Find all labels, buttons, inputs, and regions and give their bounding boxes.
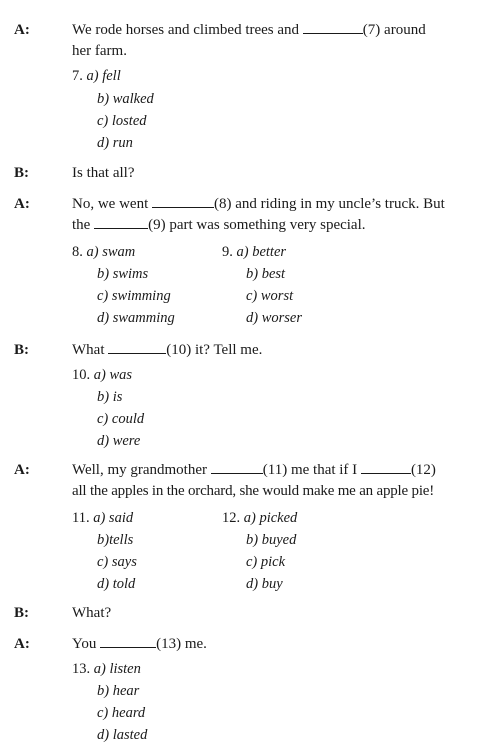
answer-blank [94,216,148,229]
speaker-label: B: [14,165,29,181]
dialogue-text: (12) [410,462,436,478]
dialogue-text: (11) me that if I [262,462,358,478]
question-number: 9. [222,244,233,260]
question-number: 11. [72,510,90,526]
question-7 [72,67,121,85]
option-a: a) said [93,510,134,526]
option-d: d) buy [246,576,283,592]
dialogue-line [72,341,262,359]
speaker-label: A: [14,636,30,652]
dialogue-text: (9) part was something very special. [148,217,366,233]
option-c: c) worst [246,288,294,304]
option-c: c) pick [246,554,286,570]
option-b: b) best [246,266,286,282]
option-c: c) says [97,554,137,570]
option-d: d) worser [246,310,302,326]
dialogue-text: (13) me. [156,636,207,652]
dialogue-text: (10) it? Tell me. [166,342,263,358]
answer-blank [100,635,156,648]
option-b: b)tells [97,532,134,548]
speaker-label: A: [14,462,30,478]
option-c: c) could [97,411,145,427]
speaker-label: A: [14,196,30,212]
dialogue-line: Is that all? [72,165,135,181]
question-8 [72,243,135,261]
option-b: b) walked [97,91,154,107]
answer-blank [303,21,363,34]
option-d: d) swamming [97,310,175,326]
dialogue-line-continued: all the apples in the orchard, she would make me an apple pie! [72,483,435,499]
option-d: d) were [97,433,141,449]
answer-blank [108,341,166,354]
dialogue-text: No, we went [72,196,149,212]
option-c: c) losted [97,113,147,129]
speaker-label: B: [14,605,29,621]
question-number: 13. [72,661,91,677]
question-number: 7. [72,68,83,84]
option-a: a) better [236,244,287,260]
question-12 [222,509,297,527]
dialogue-line [72,21,426,39]
option-d: d) told [97,576,136,592]
option-b: b) swims [97,266,149,282]
option-b: b) hear [97,683,140,699]
answer-blank [361,461,411,474]
dialogue-text: the [72,217,91,233]
option-a: a) listen [93,661,141,677]
question-13 [72,660,141,678]
option-c: c) swimming [97,288,171,304]
dialogue-text: (7) around [362,22,426,38]
answer-blank [152,195,214,208]
speaker-label: B: [14,342,29,358]
dialogue-text: (8) and riding in my uncle’s truck. But [213,196,445,212]
speaker-label: A: [14,22,30,38]
option-c: c) heard [97,705,146,721]
question-10 [72,366,132,384]
option-b: b) is [97,389,123,405]
dialogue-line-continued: her farm. [72,43,127,59]
dialogue-text: You [72,636,97,652]
dialogue-text: What [72,342,105,358]
option-d: d) lasted [97,727,148,743]
answer-blank [211,461,263,474]
dialogue-line-continued [72,216,366,234]
dialogue-line [72,635,207,653]
option-b: b) buyed [246,532,297,548]
dialogue-text: Well, my grandmother [72,462,208,478]
dialogue-line [72,461,436,479]
question-number: 12. [222,510,241,526]
option-a: a) swam [86,244,136,260]
question-number: 8. [72,244,83,260]
question-11 [72,509,133,527]
option-a: a) fell [86,68,121,84]
dialogue-text: We rode horses and climbed trees and [72,22,300,38]
question-number: 10. [72,367,91,383]
question-9 [222,243,286,261]
option-d: d) run [97,135,133,151]
dialogue-line: What? [72,605,112,621]
dialogue-line [72,195,445,213]
option-a: a) was [93,367,133,383]
option-a: a) picked [243,510,298,526]
